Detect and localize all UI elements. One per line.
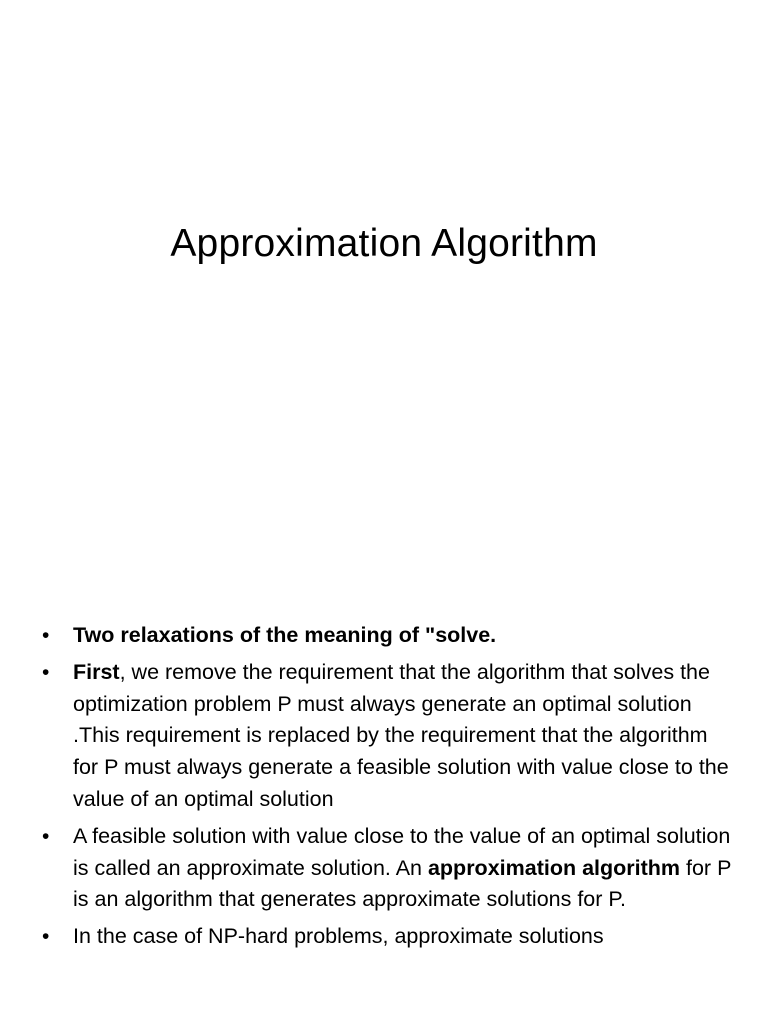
bullet-icon: • (42, 624, 50, 647)
bullet-lead-first: First (73, 659, 120, 684)
bullet-text-first: , we remove the requirement that the algorithm that solves the optimization problem P must always generate an optimal solution .This requirement is replaced by the requirement that the algorithm for P must always generate a feasible solution with value close to the value of an optimal solution (73, 659, 729, 811)
bullet-text-np-hard: In the case of NP-hard problems, approximate solutions (73, 924, 604, 949)
bullet-text-before: A feasible solution with value close to the value of an optimal solution is called an approximate solution. An (73, 823, 731, 880)
bullet-list (42, 620, 732, 958)
bullet-text-after: for P is an algorithm that generates approximate solutions for P. (73, 855, 732, 912)
bullet-item-np-hard (42, 921, 732, 953)
bullet-icon: • (42, 824, 50, 848)
bullet-term-approximation-algorithm: approximation algorithm (427, 855, 681, 880)
bullet-icon: • (42, 660, 50, 684)
bullet-icon: • (42, 925, 50, 949)
bullet-item-relaxations (42, 620, 732, 652)
bullet-item-first (42, 657, 732, 816)
bullet-item-approximate-solution (42, 821, 732, 916)
slide-title: Approximation Algorithm (170, 222, 598, 265)
bullet-text-relaxations: Two relaxations of the meaning of "solve. (73, 623, 497, 647)
